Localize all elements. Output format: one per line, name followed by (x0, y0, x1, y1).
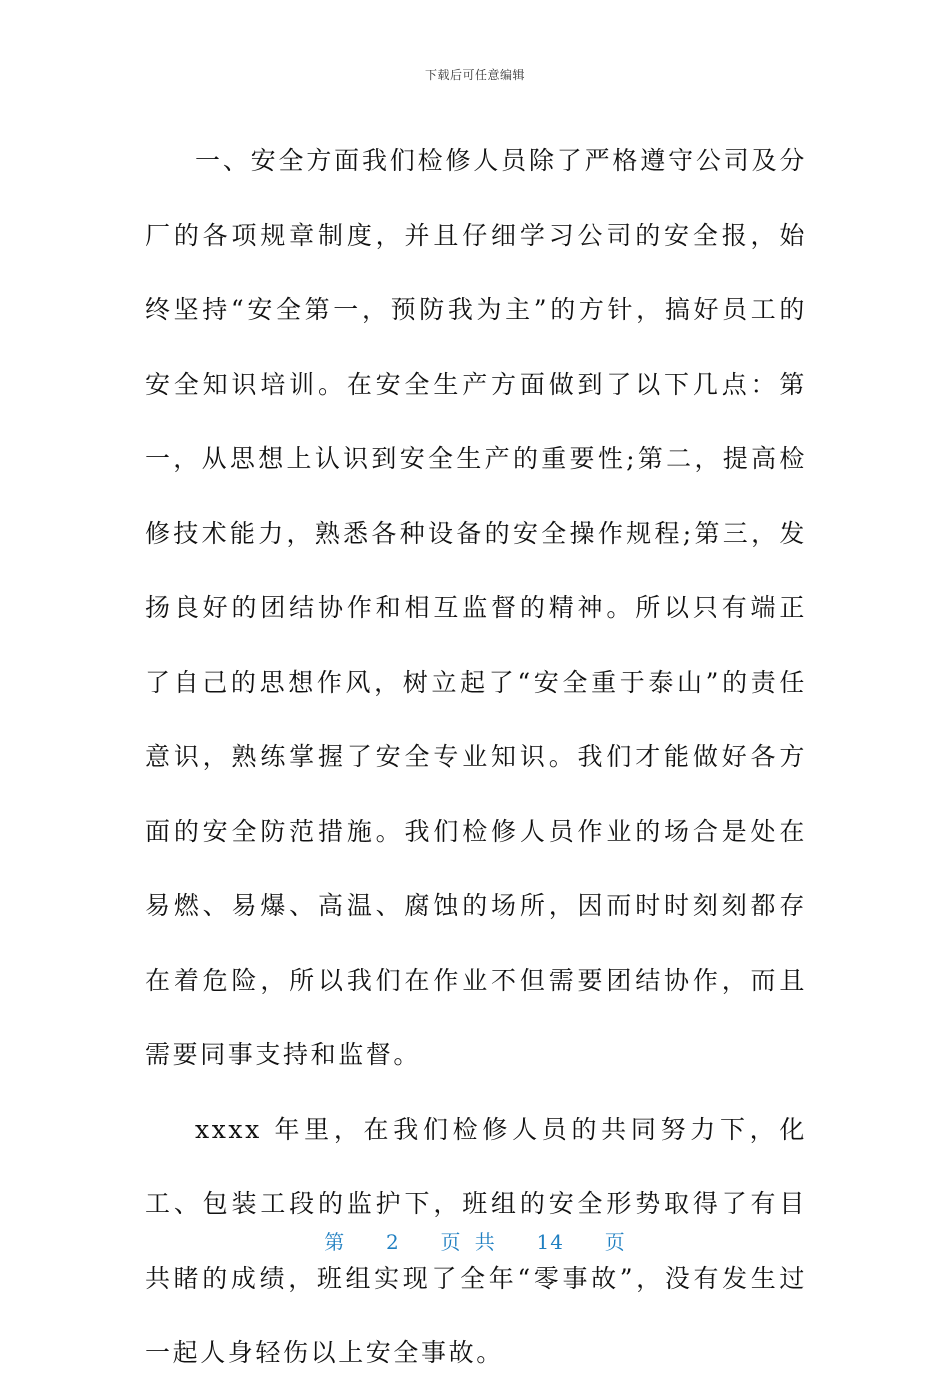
page-footer (0, 1226, 950, 1255)
footer-prefix: 第 (324, 1230, 346, 1254)
paragraph-safety: 一、安全方面我们检修人员除了严格遵守公司及分厂的各项规章制度，并且仔细学习公司的安全报，始终坚持“安全第一，预防我为主”的方针，搞好员工的安全知识培训。在安全生产方面做到了以下几点：第一，从思想上认识到安全生产的重要性;第二，提高检修技术能力，熟悉各种设备的安全操作规程;第三，发扬良好的团结协作和相互监督的精神。所以只有端正了自己的思想作风，树立起了“安全重于泰山”的责任意识，熟练掌握了安全专业知识。我们才能做好各方面的安全防范措施。我们检修人员作业的场合是处在易燃、易爆、高温、腐蚀的场所，因而时时刻刻都存在着危险，所以我们在作业不但需要团结协作，而且需要同事支持和监督。 (145, 146, 807, 1069)
document-body (145, 124, 807, 1391)
total-pages-number: 14 (536, 1230, 564, 1254)
footer-middle: 页 共 (440, 1230, 496, 1254)
current-page-number: 2 (386, 1230, 400, 1254)
page-header: 下载后可任意编辑 (424, 68, 525, 82)
footer-suffix: 页 (604, 1230, 626, 1254)
paragraph-achievement: xxxx 年里，在我们检修人员的共同努力下，化工、包装工段的监护下，班组的安全形势取得了有目共睹的成绩，班组实现了全年“零事故”，没有发生过一起人身轻伤以上安全事故。 (145, 1114, 807, 1367)
